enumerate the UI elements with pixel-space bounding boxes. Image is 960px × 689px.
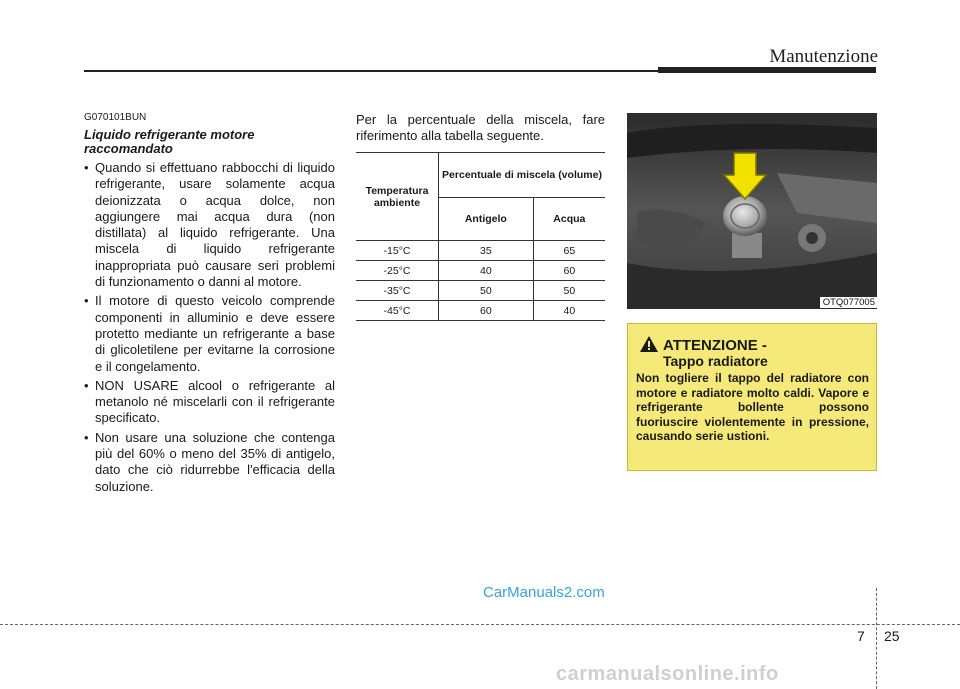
chapter-number: 7	[857, 628, 865, 644]
footer-vertical-divider	[876, 588, 877, 689]
bullet-dot: •	[84, 293, 89, 309]
bullet-item: • Non usare una soluzione che contenga più del 60% o meno del 35% di antigelo, dato che ciò ridurrebbe l'efficacia della soluzione.	[84, 429, 335, 494]
page-number: 25	[884, 628, 900, 644]
coolant-section	[84, 112, 335, 498]
bullet-item: • Il motore di questo veicolo comprende componenti in alluminio e deve essere protetto mediante un refrigerante a base di glicoletilene per evitarne la corrosione e il congelamento.	[84, 293, 335, 374]
page-header-title: Manutenzione	[769, 46, 878, 67]
section-code: G070101BUN	[84, 112, 147, 123]
radiator-cap-photo	[627, 113, 877, 309]
header-rule-thick	[658, 67, 876, 73]
mixture-table	[356, 152, 605, 321]
footer-divider	[0, 624, 960, 625]
table-intro: Per la percentuale della miscela, fare riferimento alla tabella seguente.	[356, 112, 605, 143]
table-row: -25°C 40 60	[356, 261, 605, 281]
coolant-bullet-list	[84, 160, 335, 495]
header-antifreeze: Antigelo	[439, 198, 534, 241]
table-row: -35°C 50 50	[356, 281, 605, 301]
bullet-item: • NON USARE alcool o refrigerante al metanolo né miscelarli con il refrigerante specificato.	[84, 377, 335, 426]
header-rule	[84, 70, 658, 72]
warning-title: ATTENZIONE -	[663, 337, 767, 354]
header-percentage: Percentuale di miscela (volume)	[439, 153, 606, 198]
bullet-dot: •	[84, 160, 89, 175]
photo-caption: OTQ077005	[820, 297, 878, 308]
bullet-dot: •	[84, 429, 89, 445]
bullet-item: • Quando si effettuano rabbocchi di liquido refrigerante, usare solamente acqua deionizzata o acqua dolce, non aggiungere mai acqua dura (non distillata) al liquido refrigerante. Una miscela di liquido refrigerante inappropriata può causare seri problemi di funzionamento o danni al motore.	[84, 160, 335, 290]
warning-body: Non togliere il tappo del radiatore con motore e radiatore molto caldi. Vapore e refrigerante bollente possono fuoriuscire violentemente in pressione, causando serie ustioni.	[636, 371, 869, 443]
warning-box	[627, 323, 877, 471]
header-water: Acqua	[533, 198, 605, 241]
section-subtitle: Liquido refrigerante motore raccomandato	[84, 127, 255, 156]
table-row: -15°C 35 65	[356, 241, 605, 261]
warning-subtitle: Tappo radiatore	[663, 353, 768, 369]
warning-triangle-icon	[640, 336, 658, 352]
header-temperature: Temperatura ambiente	[356, 153, 439, 241]
site-watermark[interactable]: CarManuals2.com	[483, 584, 605, 601]
bottom-watermark: carmanualsonline.info	[556, 663, 779, 685]
table-row: -45°C 60 40	[356, 301, 605, 321]
bullet-dot: •	[84, 377, 89, 393]
